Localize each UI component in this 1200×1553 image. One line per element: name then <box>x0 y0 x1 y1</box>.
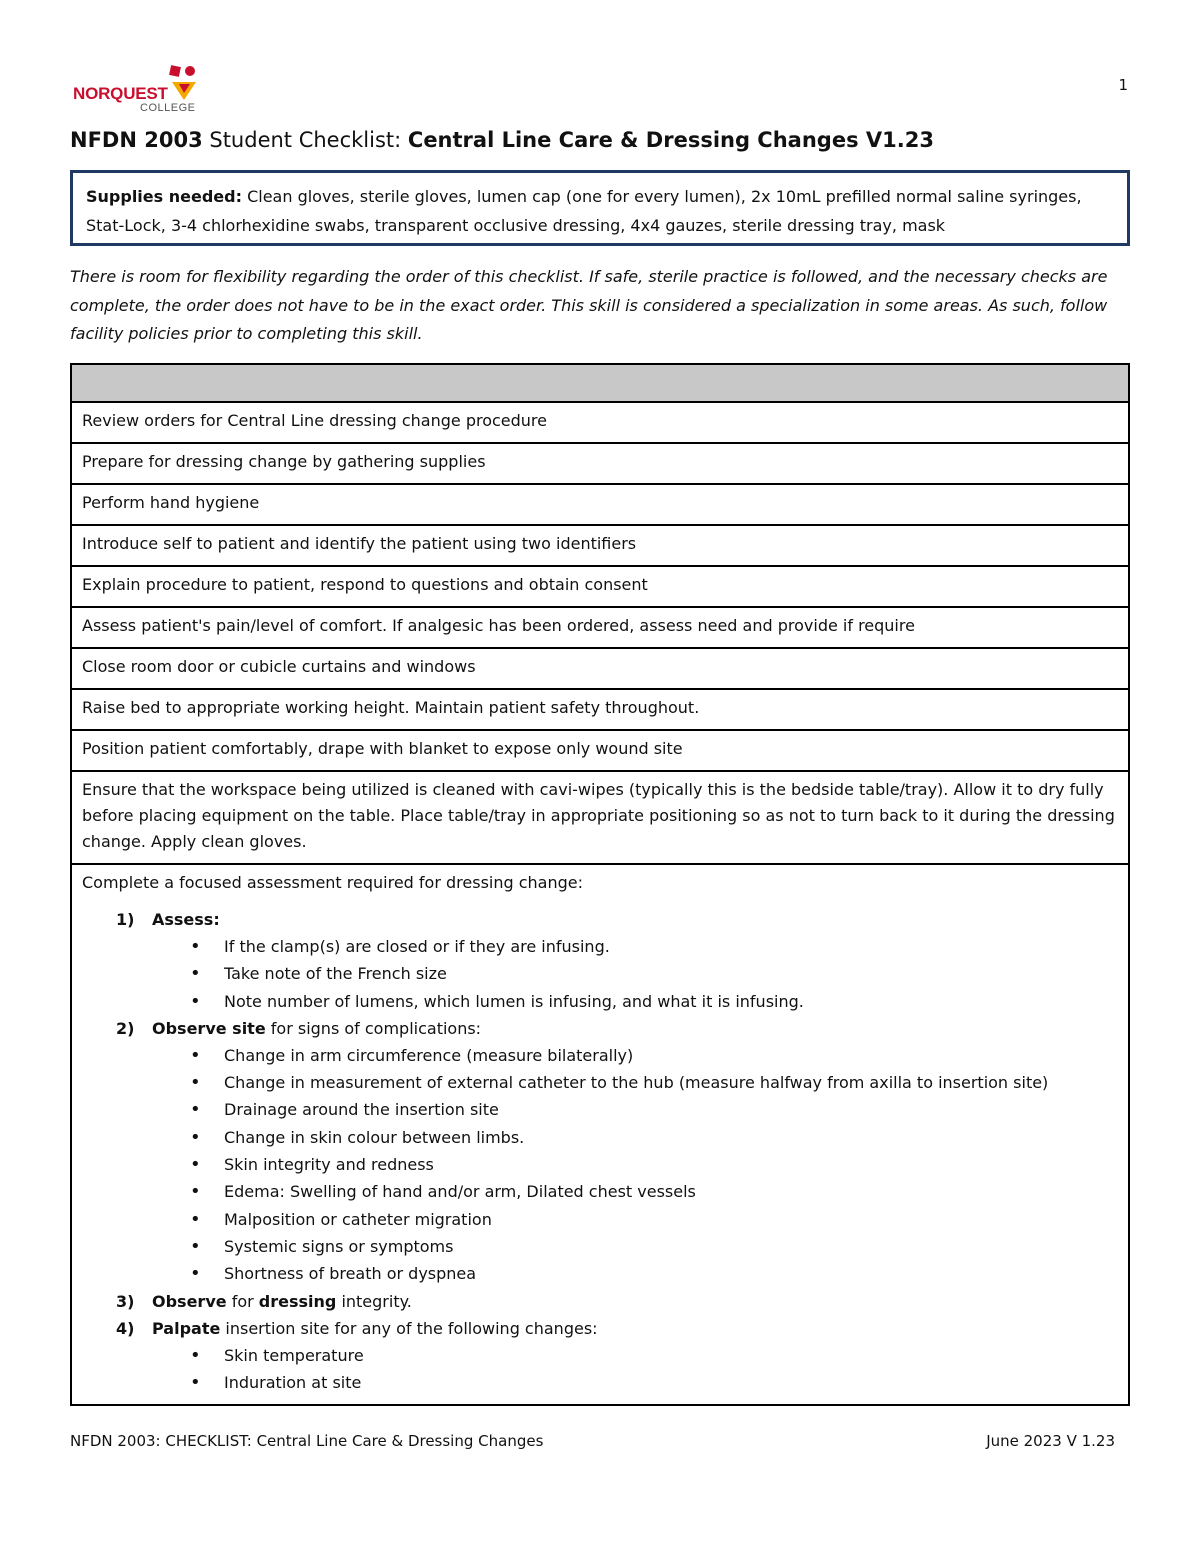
page-title <box>70 128 934 152</box>
checklist-item: Raise bed to appropriate working height. Maintain patient safety throughout. <box>71 689 1129 730</box>
table-row <box>71 648 1129 689</box>
footer-title: NFDN 2003: CHECKLIST: Central Line Care & Dressing Changes <box>70 1432 544 1450</box>
bullet-list <box>152 933 1118 1015</box>
checklist-item: Introduce self to patient and identify the patient using two identifiers <box>71 525 1129 566</box>
step-bold: Observe <box>152 1291 227 1311</box>
checklist-item: Review orders for Central Line dressing change procedure <box>71 402 1129 443</box>
supplies-label: Supplies needed: <box>86 187 242 206</box>
list-item: • Induration at site <box>224 1369 1118 1396</box>
checklist-item: Explain procedure to patient, respond to questions and obtain consent <box>71 566 1129 607</box>
list-item: • Skin temperature <box>224 1342 1118 1369</box>
step-bold: Observe site <box>152 1018 266 1038</box>
step-bold: Palpate <box>152 1318 221 1338</box>
list-item: • Systemic signs or symptoms <box>224 1233 1118 1260</box>
logo-mark-icon <box>166 62 206 102</box>
logo-wordmark: NORQUEST <box>73 84 168 103</box>
list-item: • Skin integrity and redness <box>224 1151 1118 1178</box>
assessment-step <box>152 906 1118 1015</box>
bullet-list <box>152 1342 1118 1397</box>
checklist-header-row <box>71 364 1129 402</box>
checklist-item: Position patient comfortably, drape with blanket to expose only wound site <box>71 730 1129 771</box>
step-bold: Assess: <box>152 910 220 929</box>
table-row <box>71 402 1129 443</box>
list-item: • Change in skin colour between limbs. <box>224 1124 1118 1151</box>
intro-note: There is room for flexibility regarding the order of this checklist. If safe, sterile practice is followed, and the necessary checks are complete, the order does not have to be in the exact order. This skill is considered a specialization in some areas. As such, follow facility policies prior to completing this skill. <box>70 267 1108 343</box>
checklist-item: Ensure that the workspace being utilized is cleaned with cavi-wipes (typically this is the bedside table/tray). Allow it to dry fully before placing equipment on the table. Place table/tray in appropriate positioning so as not to turn back to it during the dressing change. Apply clean gloves. <box>71 771 1129 864</box>
step-text: for <box>226 1291 259 1311</box>
checklist-table <box>70 363 1130 1406</box>
list-item: • Malposition or catheter migration <box>224 1206 1118 1233</box>
footer-version: June 2023 V 1.23 <box>986 1432 1115 1450</box>
table-row <box>71 771 1129 864</box>
step-bold-2: dressing <box>258 1291 337 1311</box>
logo-subtitle: COLLEGE <box>140 102 196 114</box>
list-item: • Shortness of breath or dyspnea <box>224 1260 1118 1287</box>
step-text: for signs of complications: <box>265 1018 482 1038</box>
table-row <box>71 607 1129 648</box>
table-row <box>71 689 1129 730</box>
list-item: • If the clamp(s) are closed or if they are infusing. <box>224 933 1118 960</box>
assessment-step <box>152 1315 1118 1397</box>
checklist-item: Perform hand hygiene <box>71 484 1129 525</box>
list-item: • Change in arm circumference (measure bilaterally) <box>224 1042 1118 1069</box>
assessment-cell <box>71 864 1129 1405</box>
supplies-box <box>70 170 1130 246</box>
checklist-item: Prepare for dressing change by gathering supplies <box>71 443 1129 484</box>
table-row <box>71 566 1129 607</box>
assessment-intro: Complete a focused assessment required for dressing change: <box>82 873 583 892</box>
checklist-header-cell <box>71 364 1129 402</box>
title-topic: Central Line Care & Dressing Changes V1.23 <box>407 128 934 152</box>
table-row <box>71 525 1129 566</box>
table-row <box>71 484 1129 525</box>
supplies-text: Clean gloves, sterile gloves, lumen cap (one for every lumen), 2x 10mL prefilled normal saline syringes, Stat-Lock, 3-4 chlorhexidine swabs, transparent occlusive dressing, 4x4 gauzes, sterile dressing tray, mask <box>86 187 1082 235</box>
table-row <box>71 730 1129 771</box>
table-row <box>71 443 1129 484</box>
list-item: • Change in measurement of external catheter to the hub (measure halfway from axilla to insertion site) <box>224 1069 1118 1096</box>
step-text: insertion site for any of the following changes: <box>220 1318 598 1338</box>
title-course: NFDN 2003 <box>70 128 203 152</box>
checklist-item: Close room door or cubicle curtains and windows <box>71 648 1129 689</box>
assessment-step <box>152 1015 1118 1288</box>
norquest-college-logo <box>70 62 210 118</box>
assessment-steps <box>82 906 1118 1396</box>
list-item: • Edema: Swelling of hand and/or arm, Dilated chest vessels <box>224 1178 1118 1205</box>
list-item: • Note number of lumens, which lumen is infusing, and what it is infusing. <box>224 988 1118 1015</box>
title-middle: Student Checklist: <box>202 128 408 152</box>
step-text: integrity. <box>336 1291 412 1311</box>
list-item: • Drainage around the insertion site <box>224 1096 1118 1123</box>
checklist-item: Assess patient's pain/level of comfort. If analgesic has been ordered, assess need and provide if require <box>71 607 1129 648</box>
list-item: • Take note of the French size <box>224 960 1118 987</box>
table-row <box>71 864 1129 1405</box>
bullet-list <box>152 1042 1118 1288</box>
assessment-step <box>152 1288 1118 1315</box>
page-number: 1 <box>1118 76 1128 94</box>
